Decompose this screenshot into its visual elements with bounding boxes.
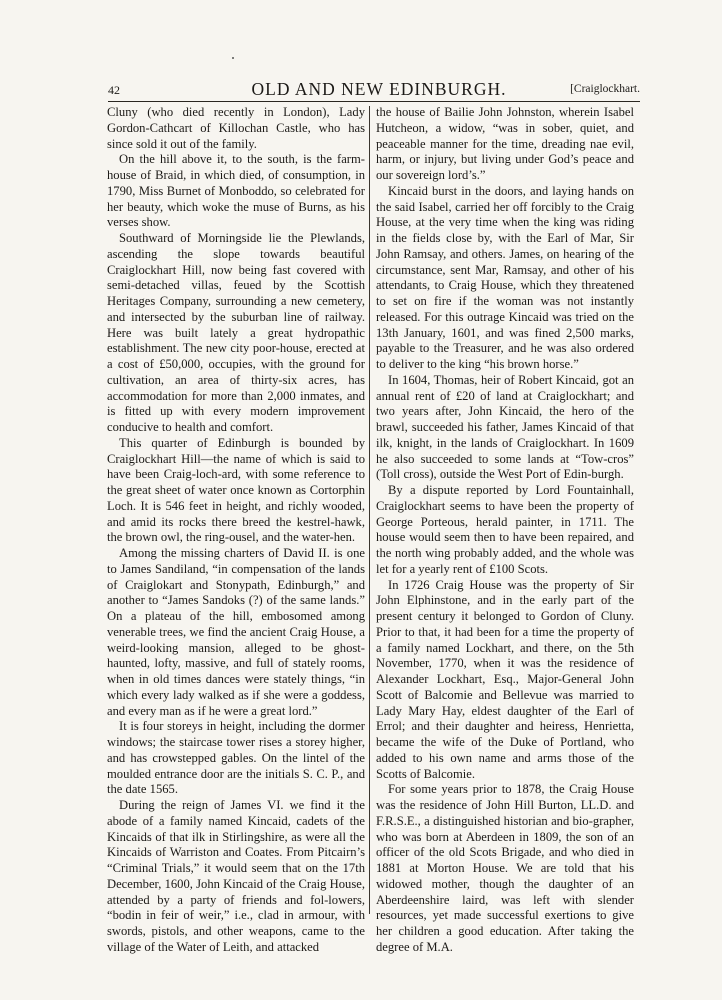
running-title: OLD AND NEW EDINBURGH. xyxy=(251,79,507,99)
paragraph: Among the missing charters of David II. is one to James Sandiland, “in compensation of the lands of Craiglokart and Stonypath, Edinburgh,” and another to “James Sandoks (?) of the same lands.” On a plateau of the hill, embosomed among venerable trees, we find the ancient Craig House, a weird-looking mansion, alleged to be ghost-haunted, lofty, massive, and full of stately rooms, when in old times dances were stately things, “in which every lady walked as if she were a goddess, and every man as if he were a great lord.” xyxy=(107,546,365,718)
paragraph: By a dispute reported by Lord Fountainhall, Craiglockhart seems to have been the property of George Porteous, herald painter, in 1711. The house would seem then to have been repaired, and the north wing probably added, and the whole was let for a yearly rent of £100 Scots. xyxy=(376,483,634,576)
right-column xyxy=(376,105,634,980)
paragraph: Southward of Morningside lie the Plewlands, ascending the slope towards beautiful Craiglockhart Hill, now being fast covered with semi-detached villas, feued by the Scottish Heritages Company, surrounding a new cemetery, and intersected by the suburban line of railway. Here was built lately a great hydropathic establishment. The new city poor-house, erected at a cost of £50,000, occupies, with the ground for cultivation, an area of thirty-six acres, has accommodation for more than 2,000 inmates, and is fitted up with every modern improvement conducive to health and comfort. xyxy=(107,231,365,434)
section-heading: [Craiglockhart. xyxy=(570,83,640,95)
left-column xyxy=(107,105,365,980)
header-rule xyxy=(108,101,640,102)
paragraph: the house of Bailie John Johnston, wherein Isabel Hutcheon, a widow, “was in sober, quiet, and peaceable manner for the time, dreading nae evil, harm, or injury, but living under God’s peace and our sovereign lord’s.” xyxy=(376,105,634,182)
paragraph: For some years prior to 1878, the Craig House was the residence of John Hill Burton, LL.D. and F.R.S.E., a distinguished historian and bio-grapher, who was born at Aberdeen in 1809, the son of an officer of the old Scots Brigade, and who died in 1881 at Morton House. We are told that his widowed mother, though the daughter of an Aberdeenshire laird, was left with slender resources, yet made successful exertions to give her children a good education. After taking the degree of M.A. xyxy=(376,782,634,954)
print-speck xyxy=(232,57,234,59)
column-divider xyxy=(369,106,370,914)
paragraph: In 1726 Craig House was the property of Sir John Elphinstone, and in the early part of the present century it belonged to Gordon of Cluny. Prior to that, it had been for a time the property of a family named Lockhart, and there, on the 5th November, 1770, when it was the residence of Alexander Lockhart, Esq., Major-General John Scott of Balcomie and Bellevue was married to Lady Mary Hay, eldest daughter of the Earl of Errol; and their daughter and heiress, Henrietta, became the wife of the Duke of Portland, who added to his own name and arms those of the Scotts of Balcomie. xyxy=(376,577,634,781)
paragraph: Kincaid burst in the doors, and laying hands on the said Isabel, carried her off forcibly to the Craig House, at the very time when the king was riding in the fields close by, with the Earl of Mar, Sir John Ramsay, and others. James, on hearing of the circumstance, sent Mar, Ramsay, and other of his attendants, to Craig House, which they threatened to set on fire if the woman was not instantly released. For this outrage Kincaid was tried on the 13th January, 1601, and was fined 2,500 marks, payable to the Treasurer, and he was also ordered to deliver to the king “his brown horse.” xyxy=(376,183,634,371)
paragraph: This quarter of Edinburgh is bounded by Craiglockhart Hill—the name of which is said to have been Craig-loch-ard, with some reference to the great sheet of water once known as Cortorphin Loch. It is 546 feet in height, and richly wooded, and amid its rocks there breed the kestrel-hawk, the brown owl, the ring-ousel, and the water-hen. xyxy=(107,435,365,545)
page-number: 42 xyxy=(108,83,120,97)
paragraph: In 1604, Thomas, heir of Robert Kincaid, got an annual rent of £20 of land at Craiglockhart; and two years after, John Kincaid, the hero of the brawl, succeeded his father, James Kincaid of that ilk, knight, in the lands of Craiglockhart. In 1609 he also succeeded to some lands at “Tow-cros” (Toll cross), outside the West Port of Edin-burgh. xyxy=(376,372,634,482)
paragraph: Cluny (who died recently in London), Lady Gordon-Cathcart of Killochan Castle, who has since sold it out of the family. xyxy=(107,105,365,151)
paragraph: It is four storeys in height, including the dormer windows; the staircase tower rises a storey higher, and has crowstepped gables. On the lintel of the moulded entrance door are the initials S. C. P., and the date 1565. xyxy=(107,719,365,797)
paragraph: During the reign of James VI. we find it the abode of a family named Kincaid, cadets of the Kincaids of that ilk in Stirlingshire, as were all the Kincaids of Warriston and Coates. From Pitcairn’s “Criminal Trials,” it would seem that on the 17th December, 1600, John Kincaid of the Craig House, attended by a party of friends and fol-lowers, “bodin in feir of weir,” i.e., clad in armour, with swords, pistols, and other weapons, came to the village of the Water of Leith, and attacked xyxy=(107,798,365,954)
paragraph: On the hill above it, to the south, is the farm-house of Braid, in which died, of consumption, in 1790, Miss Burnet of Monboddo, so celebrated for her beauty, which woke the muse of Burns, as his verses show. xyxy=(107,152,365,230)
running-header xyxy=(108,79,640,101)
